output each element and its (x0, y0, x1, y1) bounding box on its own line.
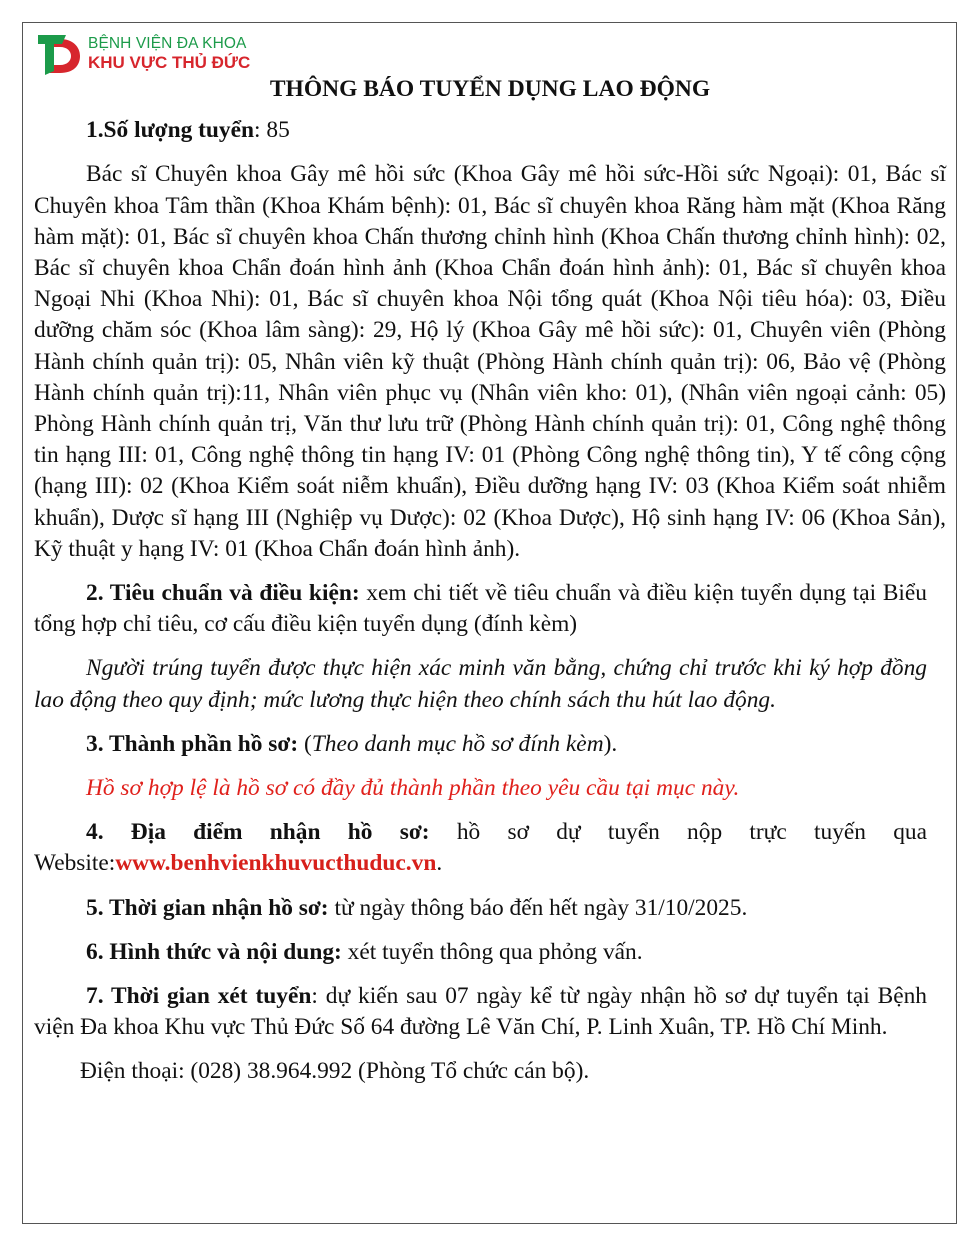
section-7-paragraph (34, 981, 927, 1043)
section-2-note: Người trúng tuyển được thực hiện xác minh văn bằng, chứng chỉ trước khi ký hợp đồng lao động theo quy định; mức lương thực hiện theo chính sách thu hút lao động. (34, 655, 927, 713)
section-4-text: hồ sơ dự tuyển nộp trực tuyến qua Website: (34, 819, 927, 877)
section-1-value: : 85 (254, 117, 290, 144)
section-4-label: 4. Địa điểm nhận hồ sơ: (86, 819, 430, 846)
document-title: THÔNG BÁO TUYỂN DỤNG LAO ĐỘNG (269, 76, 711, 102)
contact-phone: Điện thoại: (028) 38.964.992 (Phòng Tổ chức cán bộ). (80, 1058, 590, 1085)
section-3-open: ( (298, 730, 312, 757)
section-6-paragraph (34, 937, 927, 968)
section-5-label: 5. Thời gian nhận hồ sơ: (86, 894, 329, 921)
section-1-positions: Bác sĩ Chuyên khoa Gây mê hồi sức (Khoa Gây mê hồi sức-Hồi sức Ngoại): 01, Bác sĩ Chuyên khoa Tâm thần (Khoa Khám bệnh): 01, Bác sĩ chuyên khoa Răng hàm mặt (Khoa Răng hàm mặt): 01, Bác sĩ chuyên khoa Chấn thương chỉnh hình (Khoa Chấn thương chỉnh hình): 02, Bác sĩ chuyên khoa Chẩn đoán hình ảnh (Khoa Chẩn đoán hình ảnh): 01, Bác sĩ chuyên khoa Ngoại Nhi (Khoa Nhi): 01, Bác sĩ chuyên khoa Nội tổng quát (Khoa Nội tiêu hóa): 03, Điều dưỡng chăm sóc (Khoa lâm sàng): 29, Hộ lý (Khoa Gây mê hồi sức): 01, Chuyên viên (Phòng Hành chính quản trị): 05, Nhân viên kỹ thuật (Phòng Hành chính quản trị): 06, Bảo vệ (Phòng Hành chính quản trị):11, Nhân viên phục vụ (Nhân viên kho: 01), (Nhân viên ngoại cảnh: 05) Phòng Hành chính quản trị, Văn thư lưu trữ (Phòng Hành chính quản trị): 01, Công nghệ thông tin hạng III: 01, Công nghệ thông tin hạng IV: 01 (Phòng Công nghệ thông tin), Y tế công cộng (hạng III): 02 (Khoa Kiểm soát niễm khuẩn), Điều dưỡng hạng IV: 03 (Khoa Kiểm soát nhiễm khuẩn), Dược sĩ hạng III (Nghiệp vụ Dược): 02 (Khoa Dược), Hộ sinh hạng IV: 06 (Khoa Sản), Kỹ thuật y hạng IV: 01 (Khoa Chẩn đoán hình ảnh). (34, 161, 946, 562)
section-3-text: Theo danh mục hồ sơ đính kèm (311, 730, 604, 757)
hospital-logo-icon (36, 31, 82, 77)
section-3-paragraph (34, 729, 927, 760)
section-1-label: 1.Số lượng tuyển (86, 117, 255, 144)
logo-line-2: KHU VỰC THỦ ĐỨC (88, 53, 251, 72)
section-4-end: . (436, 850, 443, 877)
section-1-heading (34, 115, 946, 146)
section-2-paragraph (34, 578, 927, 640)
section-6-label: 6. Hình thức và nội dung: (86, 938, 342, 965)
section-3-note: Hồ sơ hợp lệ là hồ sơ có đầy đủ thành phần theo yêu cầu tại mục này. (86, 775, 740, 802)
section-5-paragraph (34, 893, 927, 924)
section-2-label: 2. Tiêu chuẩn và điều kiện: (86, 580, 360, 607)
section-7-text: : dự kiến sau 07 ngày kể từ ngày nhận hồ sơ dự tuyển tại Bệnh viện Đa khoa Khu vực Thủ Đức Số 64 đường Lê Văn Chí, P. Linh Xuân, TP. Hồ Chí Minh. (34, 983, 927, 1041)
section-5-text: từ ngày thông báo đến hết ngày 31/10/2025. (328, 894, 748, 921)
website-link[interactable]: www.benhvienkhuvucthuduc.vn (115, 850, 437, 877)
section-3-label: 3. Thành phần hồ sơ: (86, 730, 299, 757)
section-4-paragraph (34, 817, 927, 879)
section-6-text: xét tuyển thông qua phỏng vấn. (341, 938, 643, 965)
document-body (34, 74, 946, 1088)
section-2-text: xem chi tiết về tiêu chuẩn và điều kiện tuyển dụng tại Biểu tổng hợp chỉ tiêu, cơ cấu điều kiện tuyển dụng (đính kèm) (34, 580, 927, 638)
logo-line-1: BỆNH VIỆN ĐA KHOA (88, 35, 247, 52)
narrow-block (34, 578, 927, 1088)
section-3-close: ). (603, 730, 618, 757)
section-7-label: 7. Thời gian xét tuyển (86, 983, 312, 1010)
